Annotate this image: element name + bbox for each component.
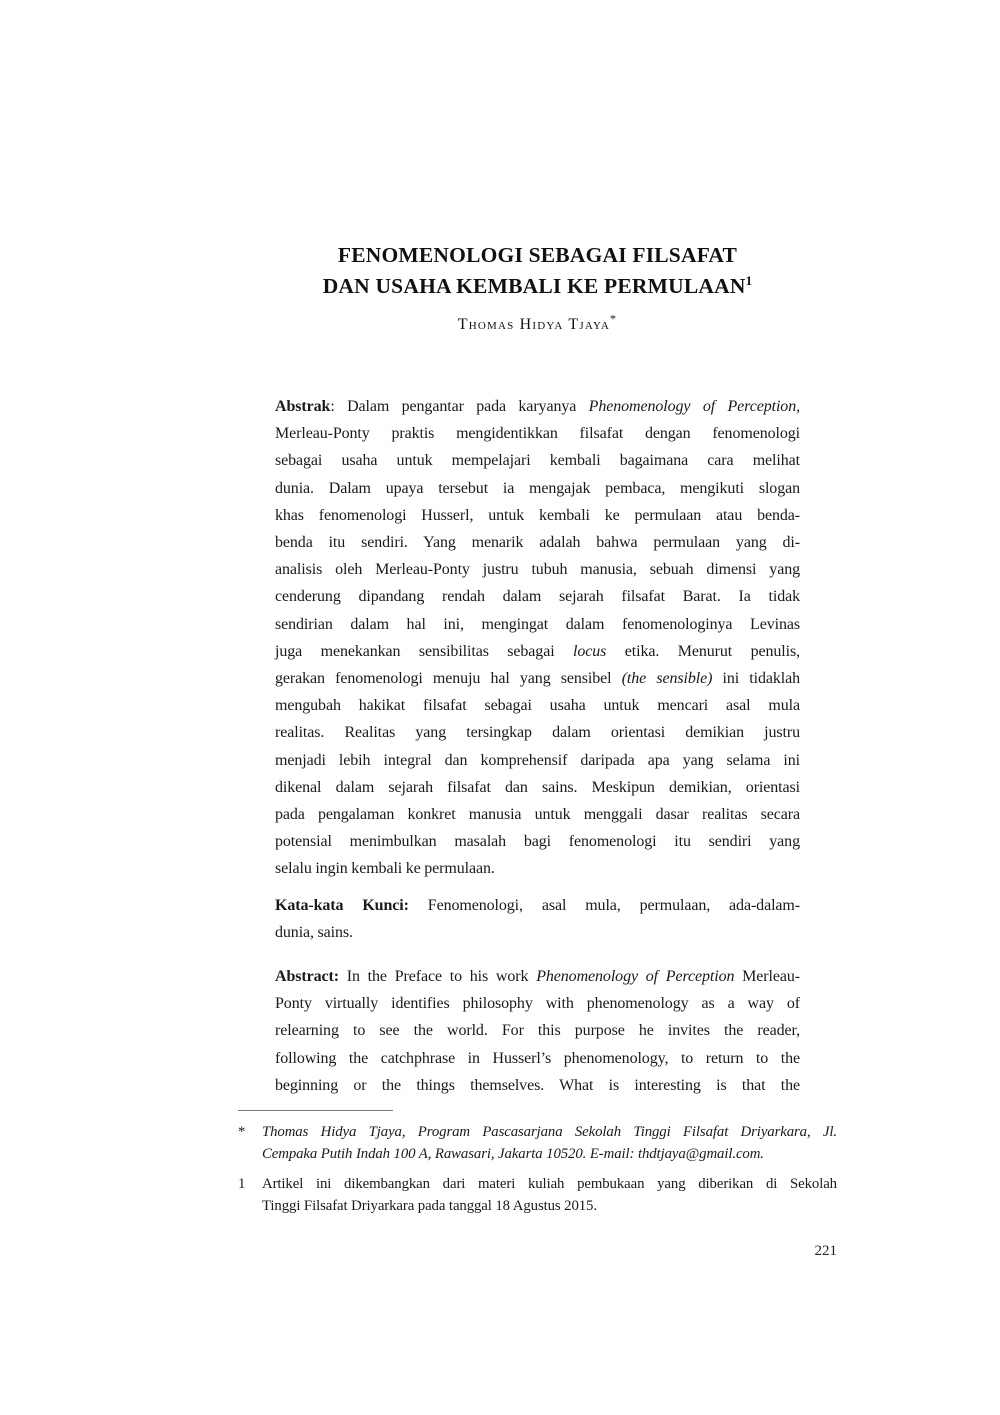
footnote-text [262,1173,837,1218]
text-line: beginning or the things themselves. What is interesting is that the [275,1076,800,1094]
text-line: gerakan fenomenologi menuju hal yang sensibel (the sensible) ini tidaklah [275,670,800,688]
text-line: following the catchphrase in Husserl’s phenomenology, to return to the [275,1049,800,1067]
article-title [238,240,837,302]
text-line: dunia. Dalam upaya tersebut ia mengajak pembaca, mengikuti slogan [275,479,800,497]
author-name: Thomas Hidya Tjaya [457,316,611,333]
page-number: 221 [814,1243,837,1259]
footnote [238,1173,837,1218]
text-line: mengubah hakikat filsafat sebagai usaha untuk mencari asal mula [275,697,800,715]
footnote-marker: 1 [238,1175,246,1192]
text-line: Cempaka Putih Indah 100 A, Rawasari, Jakarta 10520. E-mail: thdtjaya@gmail.com. [262,1146,764,1163]
article-title-line2: DAN USAHA KEMBALI KE PERMULAAN [322,274,746,298]
text-line: potensial menimbulkan masalah bagi fenomenologi itu sendiri yang [275,833,800,851]
text-line: relearning to see the world. For this purpose he invites the reader, [275,1022,800,1040]
keywords-paragraph [275,892,800,946]
text-line: selalu ingin kembali ke permulaan. [275,860,495,878]
abstrak-paragraph [275,393,800,883]
footnote [238,1121,837,1166]
text-line: realitas. Realitas yang tersingkap dalam orientasi demikian justru [275,724,800,742]
text-line: juga menekankan sensibilitas sebagai locus etika. Menurut penulis, [275,642,800,660]
text-line: sendirian dalam hal ini, mengingat dalam fenomenologinya Levinas [275,615,800,633]
text-line: pada pengalaman konkret manusia untuk menggali dasar realitas secara [275,806,800,824]
abstract-block [275,393,800,1099]
text-line: sebagai usaha untuk mempelajari kembali bagaimana cara melihat [275,452,800,470]
footnotes [238,1121,837,1217]
text-line: khas fenomenologi Husserl, untuk kembali ke permulaan atau benda- [275,506,800,524]
text-line: cenderung dipandang rendah dalam sejarah filsafat Barat. Ia tidak [275,588,800,606]
text-line: dikenal dalam sejarah filsafat dan sains. Meskipun demikian, orientasi [275,778,800,796]
text-line: Kata-kata Kunci: Fenomenologi, asal mula, permulaan, ada-dalam- [275,896,800,914]
text-line: Ponty virtually identifies philosophy with phenomenology as a way of [275,995,800,1013]
text-line: Abstrak: Dalam pengantar pada karyanya Phenomenology of Perception, [275,398,800,415]
text-line: Artikel ini dikembangkan dari materi kuliah pembukaan yang diberikan di Sekolah [262,1175,837,1192]
footnote-text [262,1121,837,1166]
author-footnote-ref: * [610,311,618,326]
text-line: menjadi lebih integral dan komprehensif daripada apa yang selama ini [275,751,800,769]
text-line: Thomas Hidya Tjaya, Program Pascasarjana Sekolah Tinggi Filsafat Driyarkara, Jl. [262,1124,837,1140]
text-line: Merleau-Ponty praktis mengidentikkan filsafat dengan fenomenologi [275,425,800,443]
author-line [238,311,837,334]
text-line: dunia, sains. [275,923,353,941]
text-line: Tinggi Filsafat Driyarkara pada tanggal 18 Agustus 2015. [262,1197,597,1214]
text-line: Abstract: In the Preface to his work Phenomenology of Perception Merleau- [275,968,801,986]
footnote-marker: * [238,1124,246,1140]
abstract-en-paragraph [275,963,800,1099]
text-line: benda itu sendiri. Yang menarik adalah bahwa permulaan yang di- [275,534,800,552]
text-line: analisis oleh Merleau-Ponty justru tubuh manusia, sebuah dimensi yang [275,561,800,579]
footnote-separator [238,1110,393,1111]
title-footnote-ref: 1 [745,272,753,288]
article-title-line1: FENOMENOLOGI SEBAGAI FILSAFAT [337,243,738,267]
